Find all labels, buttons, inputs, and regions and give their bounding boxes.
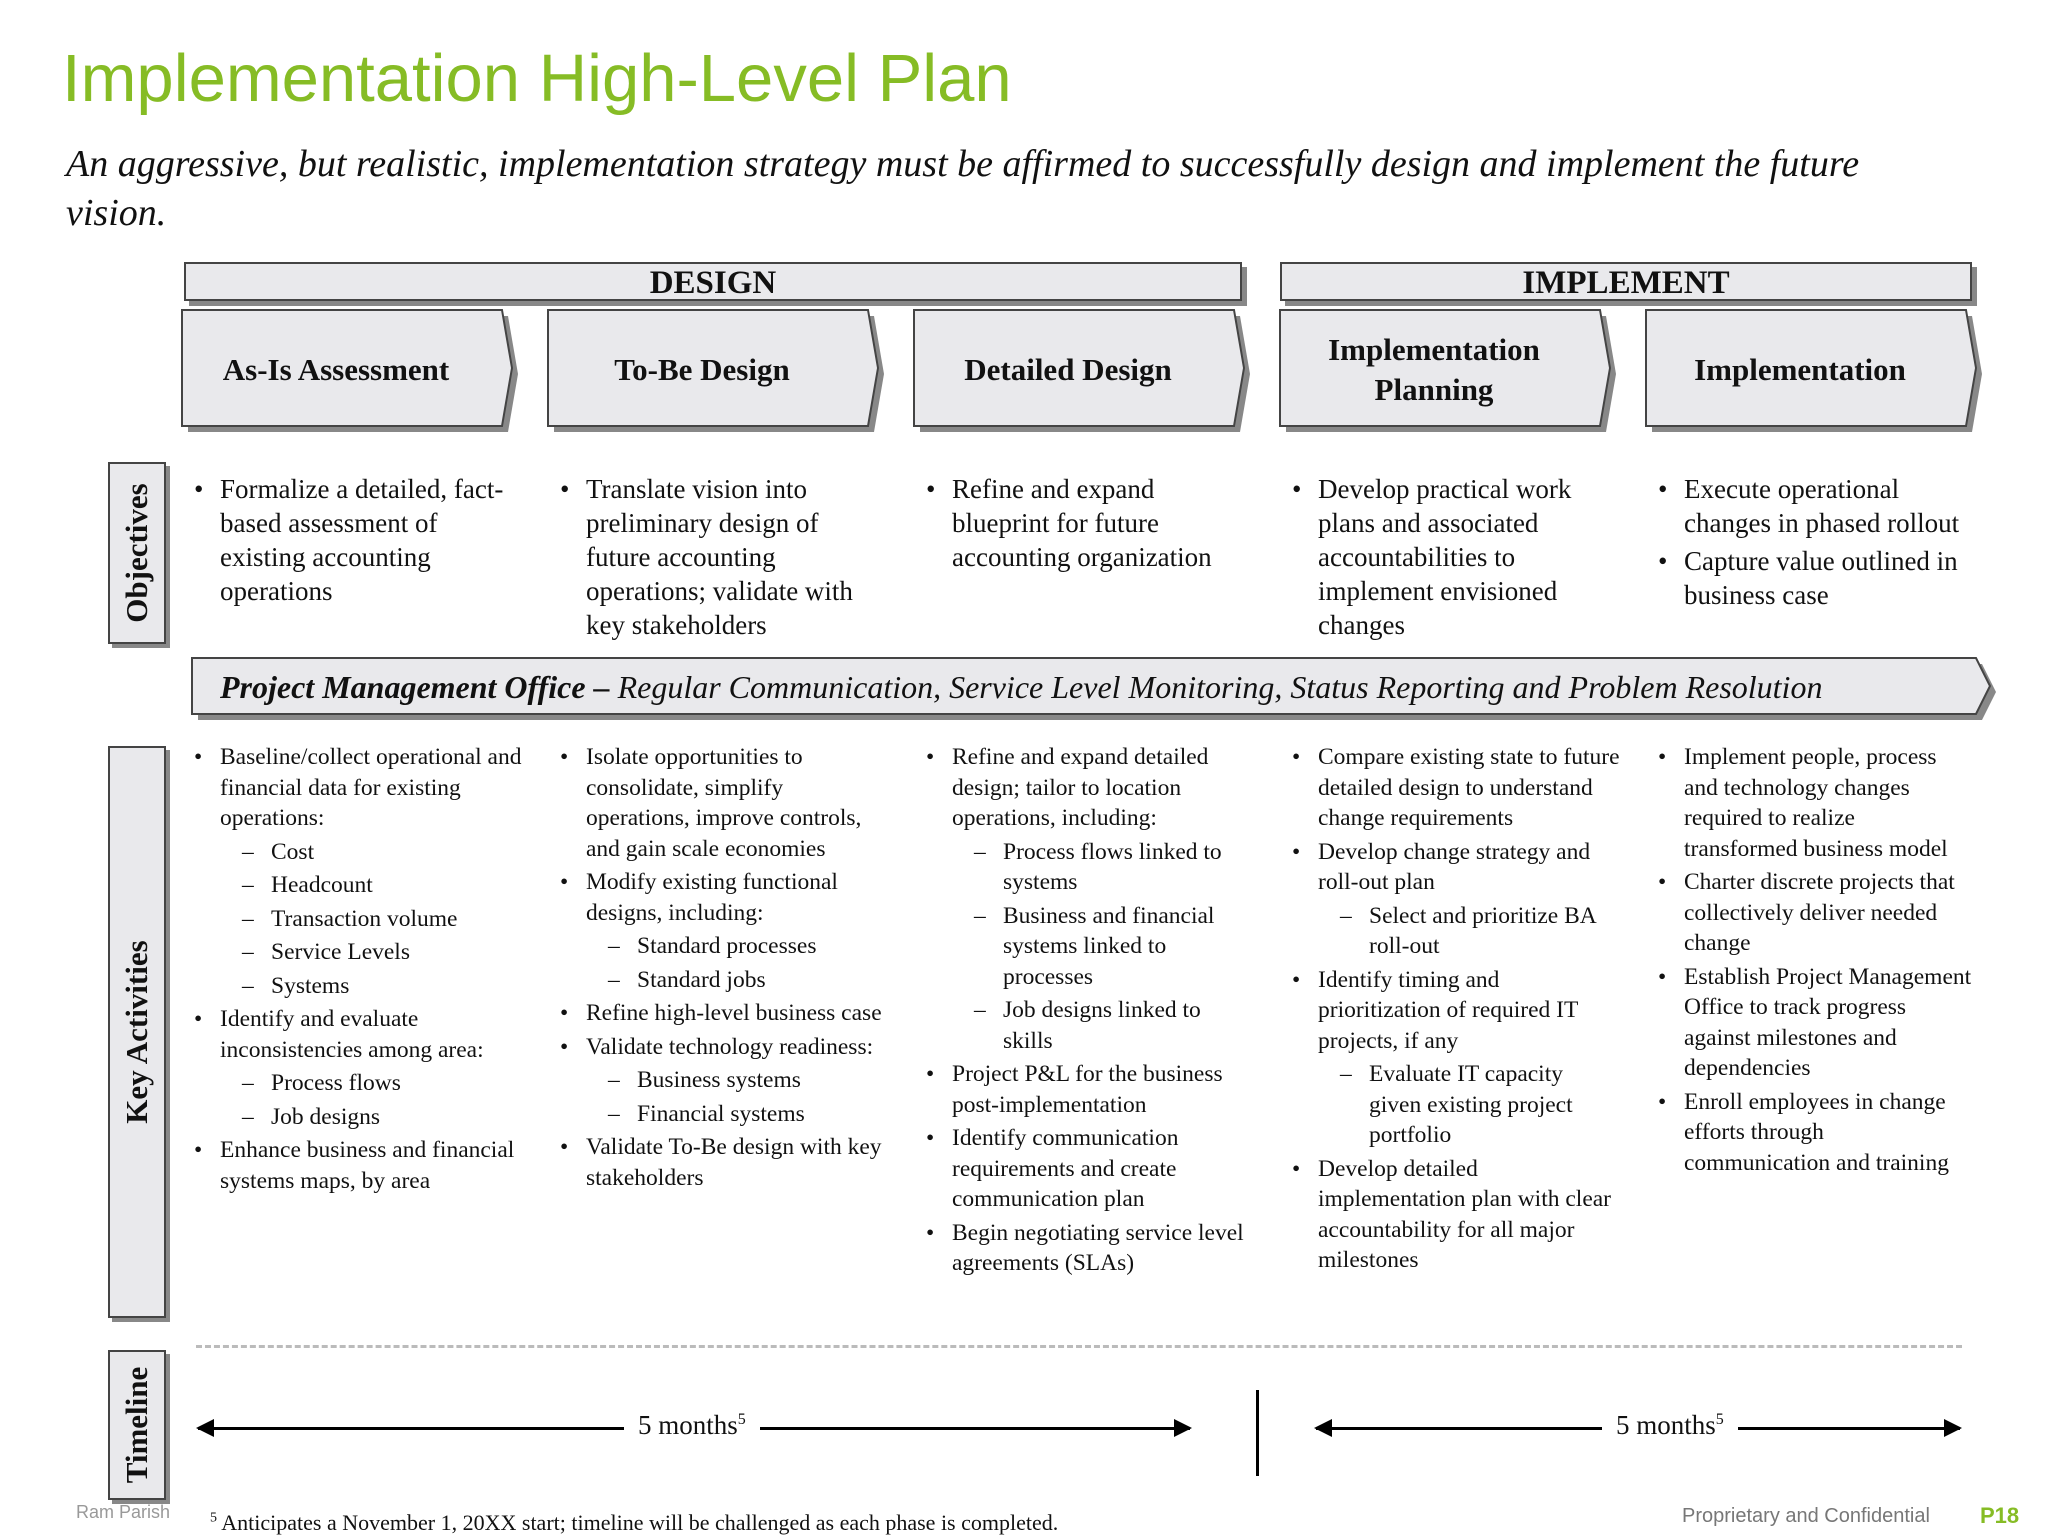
activity-item: • Refine and expand detailed design; tailor to location operations, including: [924,742,1254,834]
timeline-row-label [108,1350,166,1500]
objective-item: • Translate vision into preliminary design of future accounting operations; validate with key stakeholders [558,472,878,642]
design-phase-bar: DESIGN [184,262,1242,301]
activity-item: • Develop detailed implementation plan with clear accountability for all major milestones [1290,1154,1620,1276]
pmo-title: Project Management Office – [220,668,610,705]
implement-duration: 5 months [1616,1410,1716,1440]
phase-label: Detailed Design [964,352,1172,387]
activity-subitem: – Job designs linked to skills [924,995,1254,1056]
pmo-description: Regular Communication, Service Level Monitoring, Status Reporting and Problem Resolution [617,668,1823,705]
activity-item: • Identify communication requirements and create communication plan [924,1123,1254,1215]
activity-subitem: – Evaluate IT capacity given existing project portfolio [1290,1059,1620,1151]
phase-chevron-implementation [1646,310,1978,434]
activity-item: • Refine high-level business case [558,998,888,1029]
confidential-label: Proprietary and Confidential [1682,1505,1930,1527]
objectives-col-5 [1656,472,1986,616]
footnote-ref: 5 [737,1411,746,1428]
footnote-text: Anticipates a November 1, 20XX start; timeline will be challenged as each phase is completed. [221,1510,1059,1535]
implement-phase-bar: IMPLEMENT [1280,262,1972,301]
activity-subitem: – Job designs [192,1102,522,1133]
activity-subitem: – Process flows [192,1068,522,1099]
objectives-col-1 [192,472,512,612]
page-subtitle: An aggressive, but realistic, implementation strategy must be affirmed to successfully design and implement the future vision. [66,143,1860,234]
phase-label: Implementation [1694,352,1906,387]
phase-label: To-Be Design [614,352,790,387]
implement-duration-label [1602,1410,1738,1441]
phase-chevron-as-is-assessment [182,310,514,434]
objectives-col-3 [924,472,1254,578]
activity-item: • Baseline/collect operational and financial data for existing operations: [192,742,522,834]
footnote-ref: 5 [1715,1411,1724,1428]
activity-subitem: – Cost [192,837,522,868]
activity-item: • Validate To-Be design with key stakeholders [558,1132,888,1193]
activity-item: • Implement people, process and technology changes required to realize transformed business model [1656,742,1972,864]
activities-col-3 [924,742,1254,1282]
activity-item: • Project P&L for the business post-implementation [924,1059,1254,1120]
activities-col-2 [558,742,888,1196]
row-label-text: Key Activities [119,940,154,1124]
activity-subitem: – Headcount [192,870,522,901]
objective-item: • Formalize a detailed, fact-based assessment of existing accounting operations [192,472,512,608]
phase-chevron-detailed-design [914,310,1246,434]
activity-subitem: – Financial systems [558,1099,888,1130]
key-activities-row-label [108,746,166,1318]
timeline-divider [196,1345,1962,1348]
activity-item: • Enroll employees in change efforts through communication and training [1656,1087,1972,1179]
activity-item: • Begin negotiating service level agreements (SLAs) [924,1218,1254,1279]
presenter-name: Ram Parish [76,1502,171,1522]
activity-item: • Isolate opportunities to consolidate, simplify operations, improve controls, and gain scale economies [558,742,888,864]
objectives-row-label [108,462,166,644]
pmo-text [220,658,1980,716]
row-label-text: Timeline [119,1366,154,1484]
objectives-col-4 [1290,472,1620,646]
activity-subitem: – Process flows linked to systems [924,837,1254,898]
activities-col-1 [192,742,522,1199]
activity-item: • Develop change strategy and roll-out plan [1290,837,1620,898]
activity-item: • Compare existing state to future detailed design to understand change requirements [1290,742,1620,834]
activity-subitem: – Transaction volume [192,904,522,935]
activities-col-5 [1656,742,1972,1181]
design-duration-label [624,1410,760,1441]
phase-separator [1256,1390,1259,1476]
objective-item: • Develop practical work plans and associated accountabilities to implement envisioned changes [1290,472,1620,642]
objective-item: • Execute operational changes in phased rollout [1656,472,1986,540]
page-number: P18 [1980,1503,2020,1528]
activity-subitem: – Systems [192,971,522,1002]
pmo-banner [192,658,1992,720]
objective-item: • Capture value outlined in business case [1656,544,1986,612]
objective-item: • Refine and expand blueprint for future accounting organization [924,472,1254,574]
activity-item: • Validate technology readiness: [558,1032,888,1063]
activity-item: • Enhance business and financial systems maps, by area [192,1135,522,1196]
activity-subitem: – Business systems [558,1065,888,1096]
objectives-col-2 [558,472,878,646]
phase-chevron-to-be-design [548,310,880,434]
phase-chevron-implementation-planning [1280,310,1612,434]
activity-subitem: – Standard processes [558,931,888,962]
footnote [210,1510,1058,1536]
design-duration: 5 months [638,1410,738,1440]
activity-subitem: – Select and prioritize BA roll-out [1290,901,1620,962]
activities-col-4 [1290,742,1620,1279]
activity-item: • Charter discrete projects that collectively deliver needed change [1656,867,1972,959]
page-title: Implementation High-Level Plan [62,41,1012,116]
phase-label: Implementation Planning [1328,332,1540,407]
activity-item: • Establish Project Management Office to track progress against milestones and dependencies [1656,962,1972,1084]
phase-label: As-Is Assessment [222,352,450,387]
activity-item: • Modify existing functional designs, including: [558,867,888,928]
row-label-text: Objectives [119,483,154,623]
footnote-marker: 5 [210,1510,217,1526]
activity-subitem: – Service Levels [192,937,522,968]
activity-item: • Identify timing and prioritization of required IT projects, if any [1290,965,1620,1057]
activity-subitem: – Business and financial systems linked to processes [924,901,1254,993]
activity-item: • Identify and evaluate inconsistencies among area: [192,1004,522,1065]
activity-subitem: – Standard jobs [558,965,888,996]
